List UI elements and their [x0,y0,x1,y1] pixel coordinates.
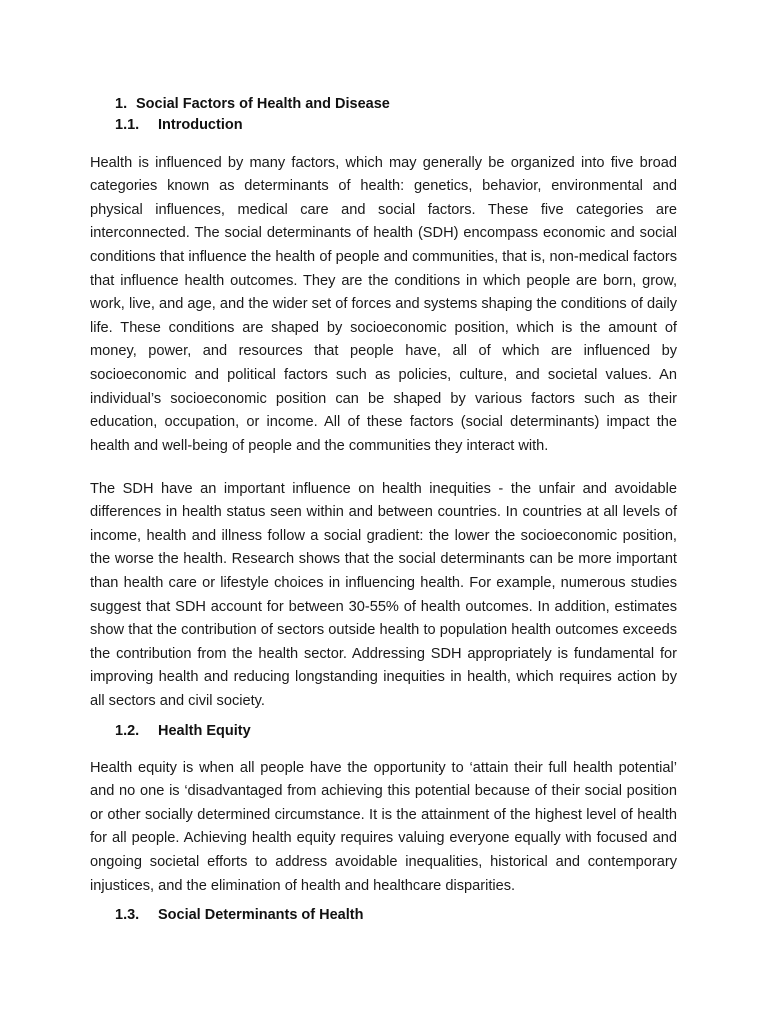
chapter-heading [115,94,390,114]
section-number: 1.2. [115,723,140,739]
paragraph-intro-2: The SDH have an important influence on health inequities - the unfair and avoidable differences in health status seen within and between countries. In countries at all levels of income, health and illness follow a social gradient: the lower the socioeconomic position, the worse the health. Research shows that the social determinants can be more important than health care or lifestyle choices in influencing health. For example, numerous studies suggest that SDH account for between 30-55% of health outcomes. In addition, estimates show that the contribution of sectors outside health to population health outcomes exceeds the contribution from the health sector. Addressing SDH appropriately is fundamental for improving health and reducing longstanding inequities in health, which requires action by all sectors and civil society. [90,480,677,709]
section-heading-introduction [115,115,243,135]
paragraph-health-equity: Health equity is when all people have the opportunity to ‘attain their full health potential’ and no one is ‘disadvantaged from achieving this potential because of their social position or other socially determined circumstance. It is the attainment of the highest level of health for all people. Achieving health equity requires valuing everyone equally with focused and ongoing societal efforts to address avoidable inequalities, historical and contemporary injustices, and the elimination of health and healthcare disparities. [90,759,677,894]
section-number: 1.1. [115,117,140,133]
section-number: 1.3. [115,907,140,923]
section-heading-social-determinants [115,905,363,925]
section-heading-health-equity [115,721,251,741]
section-title: Social Determinants of Health [158,907,364,923]
chapter-number: 1. [115,96,128,112]
section-title: Health Equity [158,723,251,739]
paragraph-intro-1: Health is influenced by many factors, which may generally be organized into five broad categories known as determinants of health: genetics, behavior, environmental and physical influences, medical care and social factors. These five categories are interconnected. The social determinants of health (SDH) encompass economic and social conditions that influence the health of people and communities, that is, non-medical factors that influence health outcomes. They are the conditions in which people are born, grow, work, live, and age, and the wider set of forces and systems shaping the conditions of daily life. These conditions are shaped by socioeconomic position, which is the amount of money, power, and resources that people have, all of which are influenced by socioeconomic and political factors such as policies, culture, and societal values. An individual’s socioeconomic position can be shaped by various factors such as their education, occupation, or income. All of these factors (social determinants) impact the health and well-being of people and the communities they interact with. [90,154,677,454]
chapter-title: Social Factors of Health and Disease [136,96,390,112]
section-title: Introduction [158,117,243,133]
